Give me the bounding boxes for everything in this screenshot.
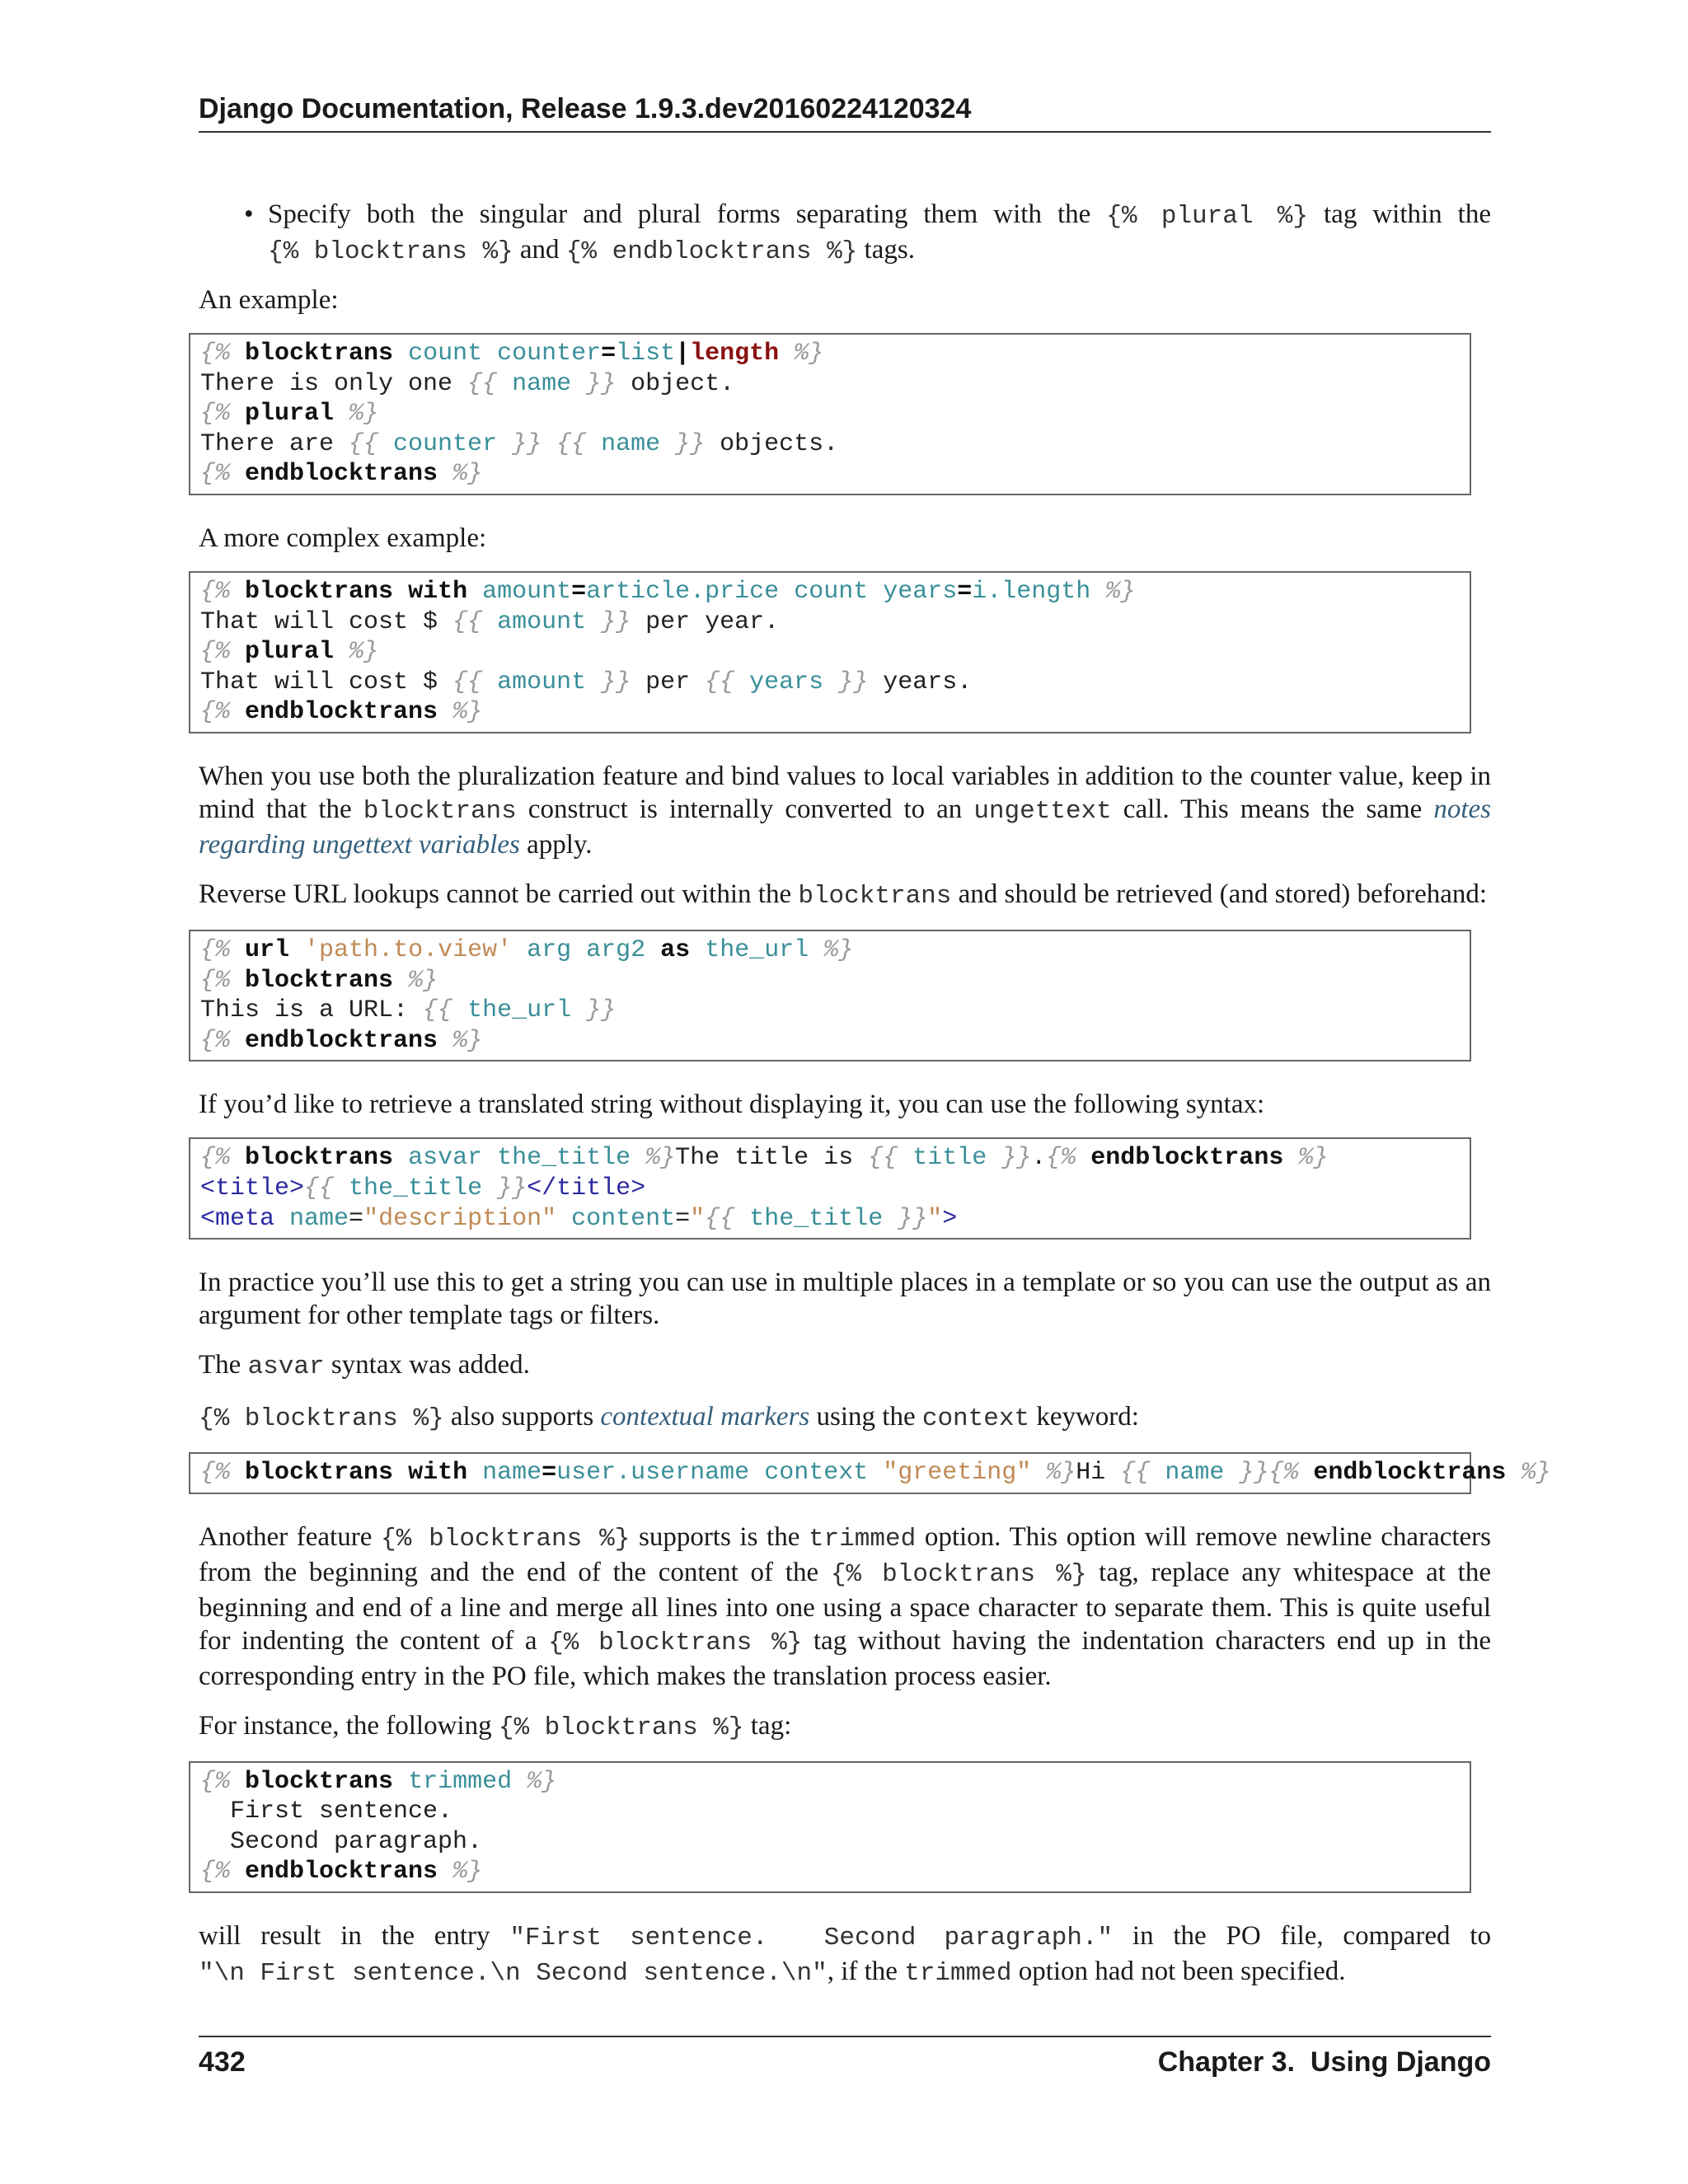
code-token: The title is: [675, 1144, 869, 1173]
code-token: =: [349, 1204, 364, 1233]
code-token: blocktrans: [245, 1459, 394, 1488]
code-token: }}: [482, 1174, 528, 1202]
code-token: %}: [1521, 1459, 1551, 1488]
code-token: </title>: [527, 1174, 646, 1202]
code-line: [200, 608, 779, 636]
inline-code: {% blocktrans %}: [199, 1404, 444, 1434]
bullet-item: [199, 198, 1491, 269]
code-token: That will cost $: [200, 668, 453, 696]
inline-code: blocktrans: [363, 796, 517, 826]
code-token: %}: [349, 638, 379, 667]
code-token: {{: [705, 1204, 750, 1233]
paragraph-complex-example: A more complex example:: [199, 523, 487, 553]
code-token: %}: [452, 460, 483, 489]
code-token: [512, 1768, 527, 1796]
code-token: the_title: [497, 1144, 631, 1173]
code-token: {%: [200, 400, 246, 429]
code-token: %}: [349, 400, 379, 429]
code-token: [556, 1205, 571, 1233]
code-token: <title>: [200, 1174, 305, 1202]
code-token: amount: [497, 607, 587, 636]
code-token: =: [601, 340, 617, 368]
code-token: [482, 340, 497, 368]
code-token: There is only one: [200, 369, 468, 398]
code-token: {%: [200, 1767, 246, 1796]
inline-code: trimmed: [904, 1959, 1012, 1989]
code-block: [189, 571, 1471, 733]
code-token: [438, 460, 452, 488]
code-token: [467, 1459, 482, 1487]
code-token: arg: [527, 935, 572, 964]
ungettext-notes-link[interactable]: notes regarding ungettext variables: [199, 794, 1491, 860]
code-line: [200, 967, 438, 995]
code-token: the_url: [467, 996, 572, 1025]
code-token: =: [542, 1459, 557, 1488]
code-token: [1090, 578, 1105, 606]
code-token: [393, 1144, 408, 1172]
code-token: url: [245, 935, 290, 964]
code-token: [334, 400, 349, 428]
code-token: [868, 1459, 883, 1487]
code-token: [438, 1027, 452, 1055]
code-token: {{: [452, 607, 498, 636]
code-token: {%: [200, 577, 246, 606]
inline-code: {% blocktrans %}: [548, 1628, 803, 1657]
code-token: years: [749, 668, 824, 696]
code-token: [482, 1144, 497, 1172]
code-token: with: [408, 577, 468, 606]
code-token: content: [571, 1204, 676, 1233]
inline-code: "\n First sentence.\n Second sentence.\n": [199, 1959, 828, 1989]
code-token: article.price: [586, 577, 780, 606]
code-token: {%: [200, 698, 246, 727]
code-token: endblocktrans: [245, 460, 438, 489]
code-token: objects.: [705, 429, 839, 458]
code-token: {%: [200, 1026, 246, 1055]
code-token: blocktrans: [245, 1144, 394, 1173]
bullet-text: Specify both the singular and plural forms separating them with the {% plural %} tag within the {% blocktrans %} and {% endblocktrans %} tags.: [268, 199, 1491, 266]
code-token: Hi: [1076, 1459, 1121, 1488]
code-token: endblocktrans: [245, 698, 438, 727]
code-line: [200, 1828, 482, 1856]
code-token: per year.: [631, 607, 780, 636]
code-token: endblocktrans: [1313, 1459, 1507, 1488]
code-token: %}: [794, 340, 824, 368]
paragraph-reverse-url: Reverse URL lookups cannot be carried out within the blocktrans and should be retrieved (and stored) beforehand:: [199, 879, 1488, 911]
code-token: name: [482, 1459, 542, 1488]
code-token: }}: [1224, 1459, 1269, 1488]
inline-code: trimmed: [809, 1524, 917, 1554]
page-footer: [199, 2036, 1491, 2087]
code-token: trimmed: [408, 1767, 513, 1796]
code-token: blocktrans: [245, 340, 394, 368]
chapter-title: Chapter 3. Using Django: [1157, 2046, 1491, 2078]
code-token: {{: [556, 429, 602, 458]
code-line: [200, 370, 734, 398]
paragraph-context: {% blocktrans %} also supports contextual markers using the context keyword:: [199, 1402, 1139, 1434]
code-token: blocktrans: [245, 1767, 394, 1796]
code-token: list: [616, 340, 676, 368]
code-token: This is a URL:: [200, 996, 424, 1025]
contextual-markers-link[interactable]: contextual markers: [600, 1402, 810, 1432]
code-token: [542, 430, 556, 458]
code-token: years: [883, 577, 958, 606]
paragraph-example: An example:: [199, 285, 339, 315]
code-block: [189, 930, 1471, 1062]
code-token: }}: [660, 429, 706, 458]
inline-code: ungettext: [973, 796, 1112, 826]
code-block: [189, 1452, 1551, 1494]
code-token: {{: [1120, 1459, 1165, 1488]
code-token: [1506, 1459, 1521, 1487]
paragraph-pluralization: When you use both the pluralization feature and bind values to local variables in addition to the counter value, keep in mind that the blocktrans construct is internally converted to an ungettext call. This means the same notes regarding ungettext variables apply.: [199, 761, 1491, 860]
code-token: the_title: [349, 1174, 483, 1202]
code-line: [200, 936, 853, 964]
code-token: %}: [527, 1767, 557, 1796]
code-line: [200, 668, 972, 696]
code-token: {{: [705, 668, 750, 696]
code-token: [1031, 1459, 1046, 1487]
code-line: [200, 1144, 1328, 1172]
code-token: counter: [497, 340, 602, 368]
code-token: {{: [452, 668, 498, 696]
code-token: [779, 578, 794, 606]
code-token: {%: [200, 638, 246, 667]
code-token: [393, 340, 408, 368]
code-token: endblocktrans: [245, 1026, 438, 1055]
code-token: }}: [571, 369, 617, 398]
code-token: {{: [868, 1144, 913, 1173]
code-token: the_title: [749, 1204, 884, 1233]
code-line: [200, 1174, 645, 1202]
code-token: There are: [200, 429, 349, 458]
code-line: [200, 460, 482, 488]
code-token: name: [289, 1204, 349, 1233]
inline-code: {% blocktrans %}: [830, 1559, 1087, 1589]
code-token: title: [912, 1144, 987, 1173]
code-token: [1283, 1144, 1298, 1172]
code-token: =: [675, 1204, 691, 1233]
code-token: count: [408, 340, 483, 368]
inline-code: blocktrans: [798, 881, 952, 911]
code-token: %}: [408, 966, 438, 995]
code-token: [749, 1459, 764, 1487]
code-line: [200, 340, 823, 368]
code-token: blocktrans: [245, 577, 394, 606]
code-token: user.username: [556, 1459, 750, 1488]
code-token: }}: [497, 429, 542, 458]
page-header: [199, 92, 1491, 133]
code-token: [779, 340, 794, 368]
code-token: }}: [823, 668, 869, 696]
inline-code: asvar: [247, 1352, 325, 1382]
code-token: {%: [1046, 1144, 1091, 1173]
code-token: ": [690, 1204, 706, 1233]
code-token: per: [631, 668, 706, 696]
document-title: Django Documentation, Release 1.9.3.dev20160224120324: [199, 93, 972, 124]
code-token: =: [571, 577, 587, 606]
inline-code: "First sentence. Second paragraph.": [509, 1924, 1114, 1953]
code-token: {%: [200, 966, 246, 995]
code-token: }}: [571, 996, 617, 1025]
code-token: "greeting": [883, 1459, 1032, 1488]
code-token: endblocktrans: [1090, 1144, 1284, 1173]
code-token: {{: [423, 996, 468, 1025]
code-token: length: [690, 340, 780, 368]
code-token: context: [764, 1459, 869, 1488]
code-token: asvar: [408, 1144, 483, 1173]
code-token: {%: [1268, 1459, 1314, 1488]
code-line: [200, 1797, 452, 1825]
code-token: i.length: [972, 577, 1091, 606]
code-token: {%: [200, 1459, 246, 1488]
bullet-dot-icon: •: [244, 199, 254, 229]
code-token: blocktrans: [245, 966, 394, 995]
code-token: First sentence.: [200, 1797, 453, 1826]
paragraph-asvar: The asvar syntax was added.: [199, 1350, 530, 1382]
code-token: <meta: [200, 1204, 275, 1233]
code-token: [512, 936, 527, 964]
code-token: 'path.to.view': [304, 935, 513, 964]
paragraph-for-instance: For instance, the following {% blocktrans %} tag:: [199, 1710, 792, 1742]
code-token: plural: [245, 638, 335, 667]
code-token: %}: [823, 935, 854, 964]
code-line: [200, 698, 482, 726]
code-line: [200, 1027, 482, 1055]
code-token: [438, 1858, 452, 1886]
code-token: .: [1031, 1144, 1047, 1173]
code-token: name: [512, 369, 572, 398]
code-line: [200, 996, 616, 1024]
code-token: Second paragraph.: [200, 1827, 483, 1856]
code-block: [189, 1137, 1471, 1240]
code-token: =: [957, 577, 973, 606]
code-line: [200, 1205, 957, 1233]
code-token: name: [1165, 1459, 1225, 1488]
code-token: [809, 936, 823, 964]
code-token: {%: [200, 935, 246, 964]
code-token: [393, 1459, 408, 1487]
code-line: [200, 1858, 482, 1886]
code-token: {{: [467, 369, 513, 398]
code-block: [189, 333, 1471, 495]
code-line: [200, 430, 838, 458]
inline-code: {% blocktrans %}: [498, 1713, 744, 1742]
code-token: %}: [452, 1026, 483, 1055]
code-token: %}: [1046, 1459, 1076, 1488]
code-line: [200, 578, 1135, 606]
code-token: }}: [883, 1204, 928, 1233]
code-block: [189, 1761, 1471, 1893]
code-line: [200, 400, 378, 428]
code-token: endblocktrans: [245, 1858, 438, 1886]
code-token: years.: [868, 668, 973, 696]
code-token: }}: [586, 607, 631, 636]
code-token: [631, 1144, 645, 1172]
code-token: plural: [245, 400, 335, 429]
code-token: [690, 936, 705, 964]
code-token: [334, 638, 349, 666]
code-token: That will cost $: [200, 607, 453, 636]
code-token: [393, 967, 408, 995]
code-token: {{: [349, 429, 394, 458]
code-token: }}: [586, 668, 631, 696]
code-token: %}: [452, 1858, 483, 1886]
code-token: [645, 936, 660, 964]
code-token: counter: [393, 429, 498, 458]
inline-code: {% plural %}: [1106, 202, 1309, 231]
code-token: {%: [200, 1144, 246, 1173]
paragraph-in-practice: In practice you’ll use this to get a string you can use in multiple places in a template or so you can use the output as an argument for other template tags or filters.: [199, 1268, 1491, 1331]
code-token: [438, 698, 452, 726]
code-token: {%: [200, 1858, 246, 1886]
code-token: "description": [363, 1204, 557, 1233]
code-token: [467, 578, 482, 606]
inline-code: {% blocktrans %}: [268, 237, 513, 266]
code-token: %}: [452, 698, 483, 727]
code-token: count: [794, 577, 869, 606]
code-token: name: [601, 429, 661, 458]
code-token: ": [927, 1204, 943, 1233]
code-token: amount: [482, 577, 572, 606]
code-token: as: [660, 935, 691, 964]
code-token: %}: [645, 1144, 676, 1173]
code-token: [274, 1205, 289, 1233]
code-token: [289, 936, 304, 964]
code-token: object.: [616, 369, 735, 398]
inline-code: {% endblocktrans %}: [565, 237, 858, 266]
code-line: [200, 638, 378, 666]
code-token: |: [675, 340, 691, 368]
paragraph-trimmed: Another feature {% blocktrans %} supports is the trimmed option. This option will remove newline characters from the beginning and the end of the content of the {% blocktrans %} tag, replace any whitespace at the beginning and end of a line and merge all lines into one using a space character to separate them. This is quite useful for indenting the content of a {% blocktrans %} tag without having the indentation characters end up in the corresponding entry in the PO file, which makes the translation process easier.: [199, 1521, 1492, 1691]
code-token: amount: [497, 668, 587, 696]
code-token: %}: [1105, 577, 1136, 606]
code-token: {%: [200, 460, 246, 489]
code-token: the_url: [705, 935, 809, 964]
paragraph-result: will result in the entry "First sentence. Second paragraph." in the PO file, compared to "\n First sentence.\n Second sentence.\n", if the trimmed option had not been specified.: [199, 1921, 1491, 1989]
inline-code: {% blocktrans %}: [380, 1524, 631, 1554]
code-token: >: [942, 1204, 958, 1233]
page-number: 432: [199, 2046, 246, 2078]
inline-code: context: [921, 1404, 1030, 1434]
code-token: }}: [987, 1144, 1032, 1173]
code-token: {%: [200, 340, 246, 368]
code-token: with: [408, 1459, 468, 1488]
code-token: [868, 578, 883, 606]
page-content: [199, 198, 1551, 2007]
code-line: [200, 1459, 1550, 1487]
code-token: [571, 936, 586, 964]
code-token: [393, 1768, 408, 1796]
paragraph-retrieve: If you’d like to retrieve a translated string without displaying it, you can use the following syntax:: [199, 1090, 1265, 1120]
code-token: %}: [1298, 1144, 1329, 1173]
code-line: [200, 1768, 556, 1796]
code-token: {{: [304, 1174, 349, 1202]
code-token: arg2: [586, 935, 646, 964]
code-token: [393, 578, 408, 606]
